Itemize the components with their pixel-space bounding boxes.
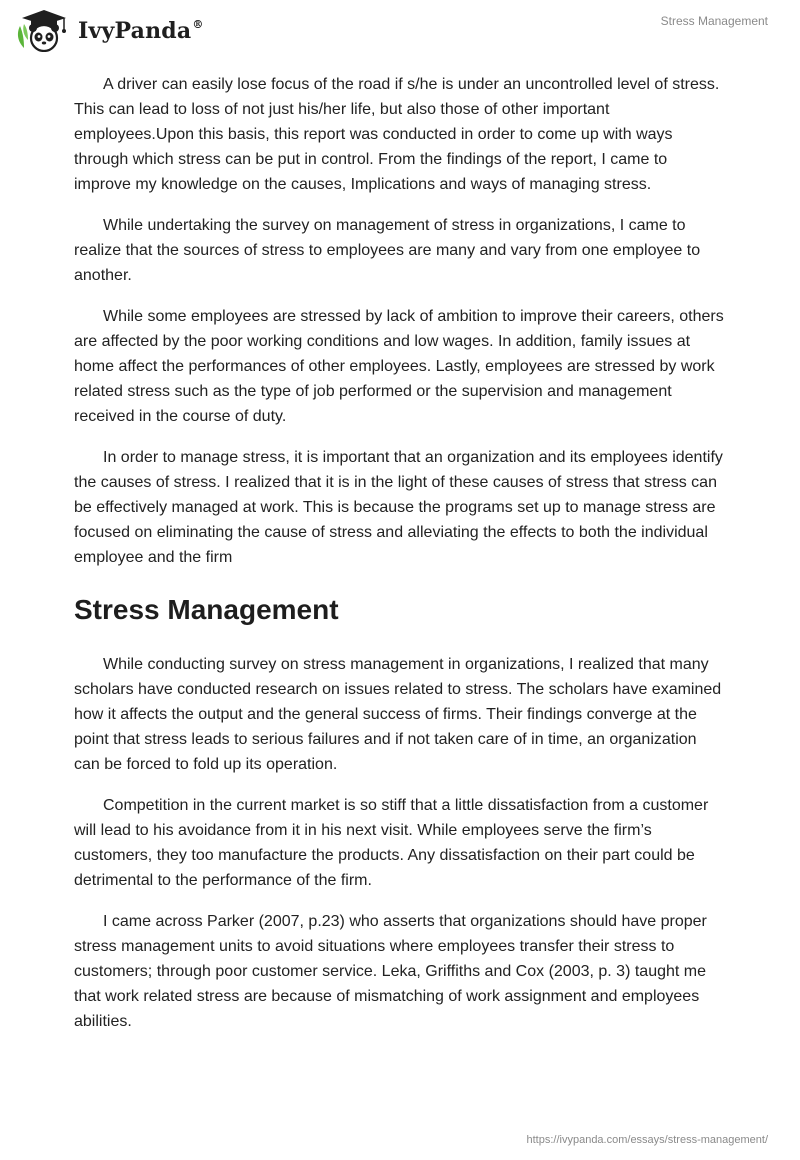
paragraph: In order to manage stress, it is important that an organization and its employees identify the causes of stress. I realized that it is in the light of these causes of stress that stress can be effectively managed at work. This is because the programs set up to manage stress are focused on eliminating the cause of stress and alleviating the effects to both the individual employee and the firm (74, 449, 723, 566)
paragraph: Competition in the current market is so stiff that a little dissatisfaction from a customer will lead to his avoidance from it in his next visit. While employees serve the firm’s customers, they too manufacture the products. Any dissatisfaction on their part could be detrimental to the performance of the firm. (74, 797, 709, 889)
section-heading: Stress Management (74, 594, 339, 625)
header-title: Stress Management (660, 14, 768, 28)
registered-mark: ® (192, 17, 204, 31)
paragraph: While some employees are stressed by lack of ambition to improve their careers, others are affected by the poor working conditions and low wages. In addition, family issues at home affect the performances of other employees. Lastly, employees are stressed by work related stress such as the type of job performed or the supervision and management received in the course of duty. (74, 308, 724, 425)
panda-graduate-icon (14, 8, 76, 52)
page-header (0, 0, 800, 60)
source-url[interactable]: https://ivypanda.com/essays/stress-management/ (526, 1134, 768, 1146)
essay-content (74, 72, 726, 1050)
paragraph: I came across Parker (2007, p.23) who asserts that organizations should have proper stress management units to avoid situations where employees transfer their stress to customers; through poor customer service. Leka, Griffiths and Cox (2003, p. 3) taught me that work related stress are because of mismatching of work assignment and employees abilities. (74, 913, 707, 1030)
ivypanda-logo[interactable] (14, 8, 204, 52)
logo-wordmark (78, 18, 204, 44)
paragraph: While conducting survey on stress management in organizations, I realized that many scholars have conducted research on issues related to stress. The scholars have examined how it affects the output and the general success of firms. Their findings converge at the point that stress leads to serious failures and if not taken care of in time, an organization can be forced to fold up its operation. (74, 656, 722, 773)
paragraph: A driver can easily lose focus of the road if s/he is under an uncontrolled level of stress. This can lead to loss of not just his/her life, but also those of other important employees.Upon this basis, this report was conducted in order to come up with ways through which stress can be put in control. From the findings of the report, I came to improve my knowledge on the causes, Implications and ways of managing stress. (74, 76, 720, 193)
paragraph: While undertaking the survey on management of stress in organizations, I came to realize that the sources of stress to employees are many and vary from one employee to another. (74, 217, 701, 284)
logo-text: IvyPanda (78, 18, 192, 44)
